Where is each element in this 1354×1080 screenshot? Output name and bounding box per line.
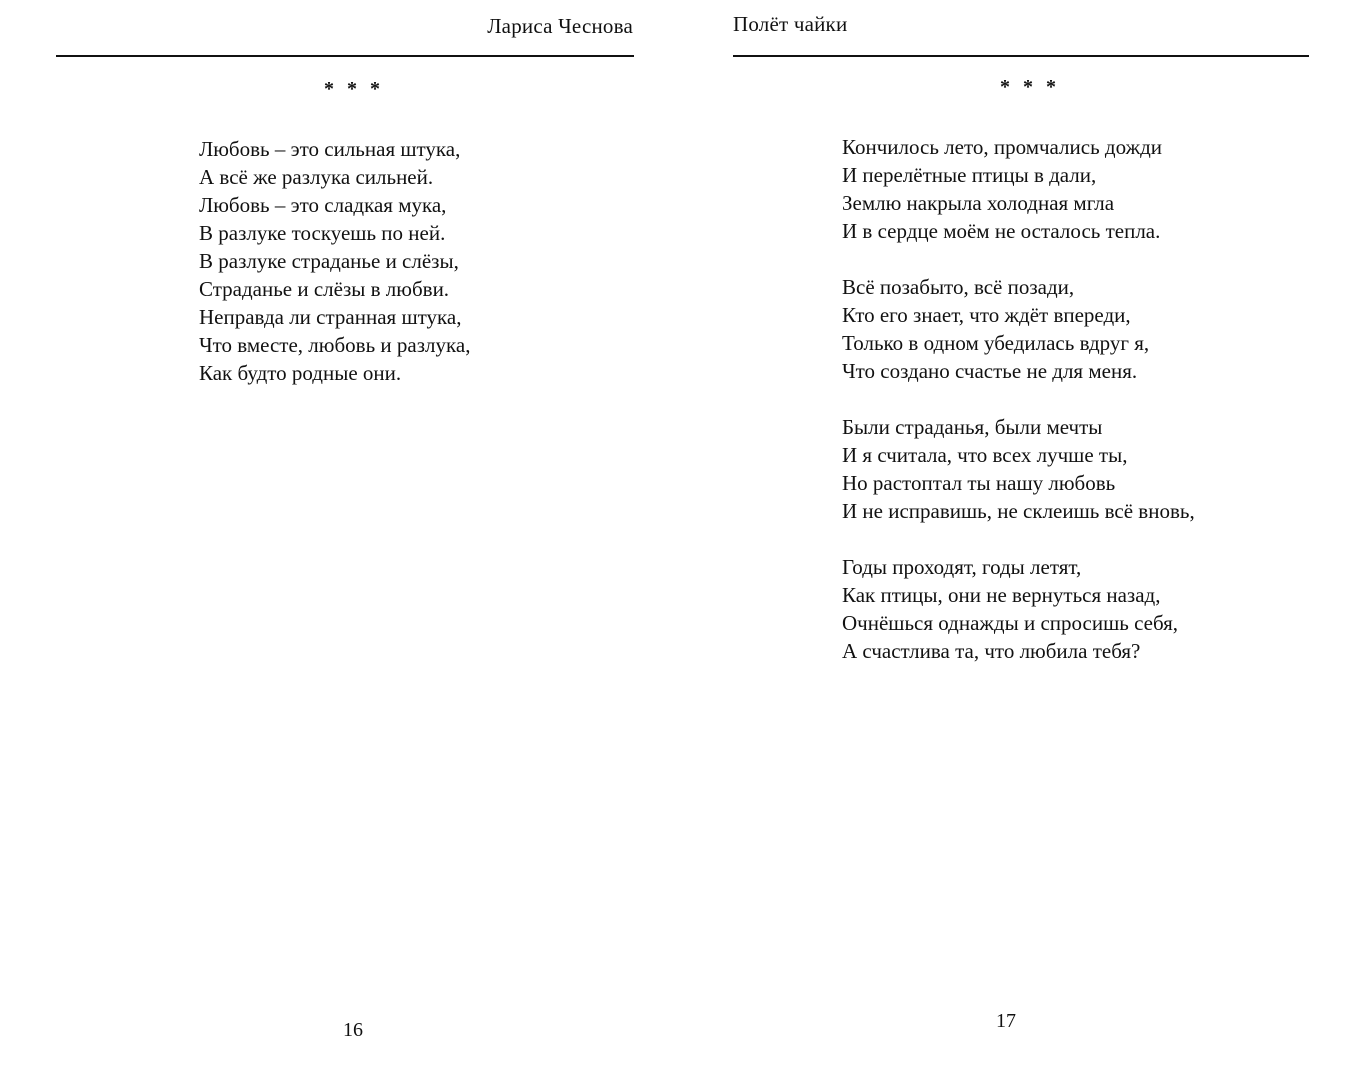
running-head-title: Полёт чайки (733, 12, 848, 36)
poem (842, 133, 1195, 665)
poem-line: Очнёшься однажды и спросишь себя, (842, 611, 1179, 635)
header-rule (56, 55, 634, 57)
poem-line: Любовь – это сладкая мука, (199, 193, 447, 217)
poem-line: Только в одном убедилась вдруг я, (842, 331, 1150, 355)
poem-line: Землю накрыла холодная мгла (842, 191, 1115, 215)
poem-line: В разлуке тоскуешь по ней. (199, 221, 446, 245)
poem-line: А всё же разлука сильней. (199, 165, 434, 189)
poem-line: И я считала, что всех лучше ты, (842, 443, 1128, 467)
poem-line: А счастлива та, что любила тебя? (842, 639, 1141, 663)
section-ornament: * * * (1000, 76, 1060, 98)
poem-line: Как птицы, они не вернуться назад, (842, 583, 1161, 607)
section-ornament: * * * (324, 78, 384, 100)
page-number: 17 (996, 1010, 1016, 1032)
poem-line: Страданье и слёзы в любви. (199, 277, 450, 301)
poem-line: И перелётные птицы в дали, (842, 163, 1097, 187)
poem-line: Кто его знает, что ждёт впереди, (842, 303, 1131, 327)
poem-line: Как будто родные они. (199, 361, 402, 385)
poem (199, 135, 470, 387)
poem-line: Были страданья, были мечты (842, 415, 1103, 439)
poem-line: Всё позабыто, всё позади, (842, 275, 1075, 299)
header-rule (733, 55, 1309, 57)
poem-line: И в сердце моём не осталось тепла. (842, 219, 1161, 243)
poem-line: Что вместе, любовь и разлука, (199, 333, 471, 357)
page-number: 16 (343, 1019, 363, 1041)
poem-line: Годы проходят, годы летят, (842, 555, 1082, 579)
stanza (842, 133, 1195, 245)
poem-line: Любовь – это сильная штука, (199, 137, 461, 161)
stanza (842, 413, 1195, 525)
poem-line: И не исправишь, не склеишь всё вновь, (842, 499, 1195, 523)
poem-line: В разлуке страданье и слёзы, (199, 249, 459, 273)
running-head-author: Лариса Чеснова (487, 14, 633, 38)
stanza (842, 273, 1195, 385)
poem-line: Но растоптал ты нашу любовь (842, 471, 1116, 495)
stanza (199, 135, 470, 387)
poem-line: Кончилось лето, промчались дожди (842, 135, 1163, 159)
right-page (677, 0, 1354, 1080)
poem-line: Что создано счастье не для меня. (842, 359, 1138, 383)
poem-line: Неправда ли странная штука, (199, 305, 462, 329)
stanza (842, 553, 1195, 665)
